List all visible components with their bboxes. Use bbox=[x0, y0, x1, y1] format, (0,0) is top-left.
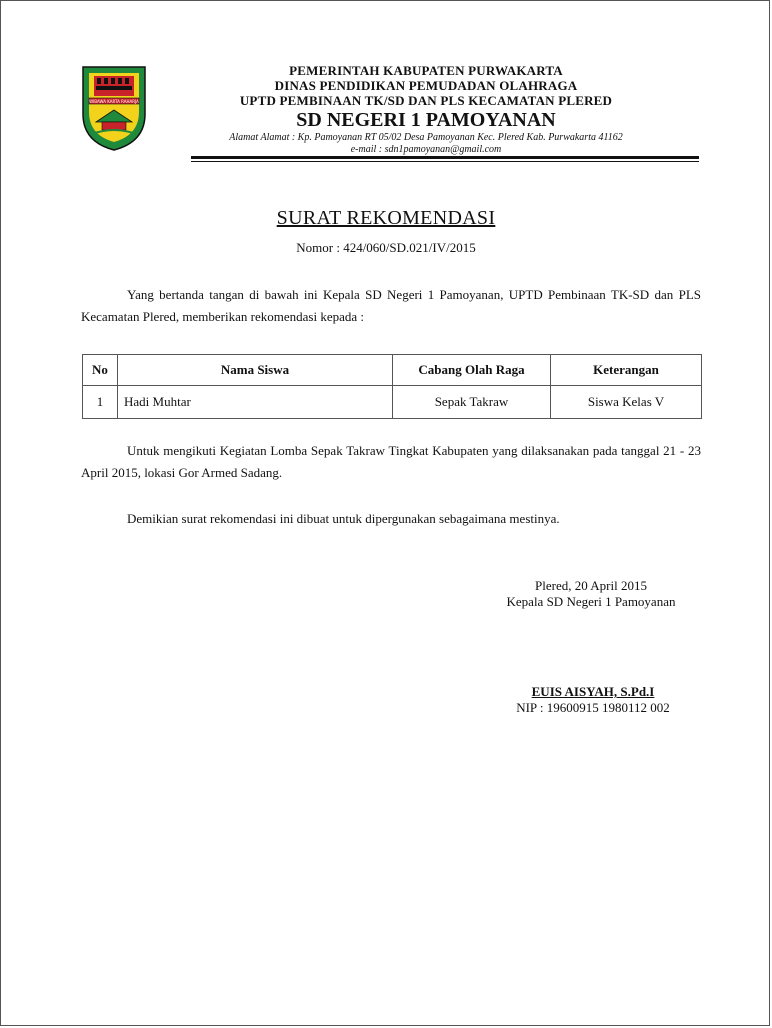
letterhead-line-2: DINAS PENDIDIKAN PEMUDADAN OLAHRAGA bbox=[274, 78, 578, 93]
header-nama-siswa: Nama Siswa bbox=[118, 355, 393, 386]
cell-cabang-olah-raga: Sepak Takraw bbox=[393, 386, 551, 419]
header-no: No bbox=[83, 355, 118, 386]
school-email: e-mail : sdn1pamoyanan@gmail.com bbox=[350, 144, 502, 155]
cell-nama-siswa: Hadi Muhtar bbox=[118, 386, 393, 419]
signatory-nip: NIP : 19600915 1980112 002 bbox=[516, 700, 670, 715]
table-row bbox=[83, 386, 702, 419]
letterhead-rule-thick bbox=[191, 156, 699, 159]
closing-paragraph bbox=[81, 508, 701, 530]
cell-keterangan: Siswa Kelas V bbox=[551, 386, 702, 419]
signature-position: Kepala SD Negeri 1 Pamoyanan bbox=[506, 594, 676, 609]
purwakarta-emblem-logo bbox=[80, 64, 148, 152]
school-address: Alamat Alamat : Kp. Pamoyanan RT 05/02 Desa Pamoyanan Kec. Plered Kab. Purwakarta 41162 bbox=[229, 132, 623, 143]
intro-paragraph bbox=[81, 284, 701, 328]
purpose-text: Untuk mengikuti Kegiatan Lomba Sepak Takraw Tingkat Kabupaten yang dilaksanakan pada tanggal 21 - 23 April 2015, lokasi Gor Armed Sadang. bbox=[81, 443, 701, 480]
purpose-paragraph bbox=[81, 440, 701, 484]
signature-place-date: Plered, 20 April 2015 bbox=[535, 578, 647, 593]
intro-text: Yang bertanda tangan di bawah ini Kepala SD Negeri 1 Pamoyanan, UPTD Pembinaan TK-SD dan PLS Kecamatan Plered, memberikan rekomendasi kepada : bbox=[81, 287, 701, 324]
signatory-block bbox=[473, 684, 713, 716]
recommendation-table bbox=[82, 354, 702, 419]
letterhead-line-1: PEMERINTAH KABUPATEN PURWAKARTA bbox=[289, 63, 563, 78]
signature-block bbox=[471, 578, 711, 610]
header-keterangan: Keterangan bbox=[551, 355, 702, 386]
table-header-row bbox=[83, 355, 702, 386]
header-cabang-olah-raga: Cabang Olah Raga bbox=[393, 355, 551, 386]
cell-no: 1 bbox=[83, 386, 118, 419]
logo-banner-text: WIBAWA KARTA RAHARJA bbox=[89, 99, 139, 104]
letter-number: Nomor : 424/060/SD.021/IV/2015 bbox=[296, 240, 476, 255]
closing-text: Demikian surat rekomendasi ini dibuat untuk dipergunakan sebagaimana mestinya. bbox=[127, 511, 560, 526]
letterhead-rule-thin bbox=[191, 161, 699, 162]
letterhead bbox=[151, 63, 701, 156]
letter-title: SURAT REKOMENDASI bbox=[276, 207, 496, 229]
signatory-name: EUIS AISYAH, S.Pd.I bbox=[531, 684, 655, 699]
school-name: SD NEGERI 1 PAMOYANAN bbox=[296, 109, 556, 131]
letterhead-line-3: UPTD PEMBINAAN TK/SD DAN PLS KECAMATAN PLERED bbox=[239, 93, 613, 108]
